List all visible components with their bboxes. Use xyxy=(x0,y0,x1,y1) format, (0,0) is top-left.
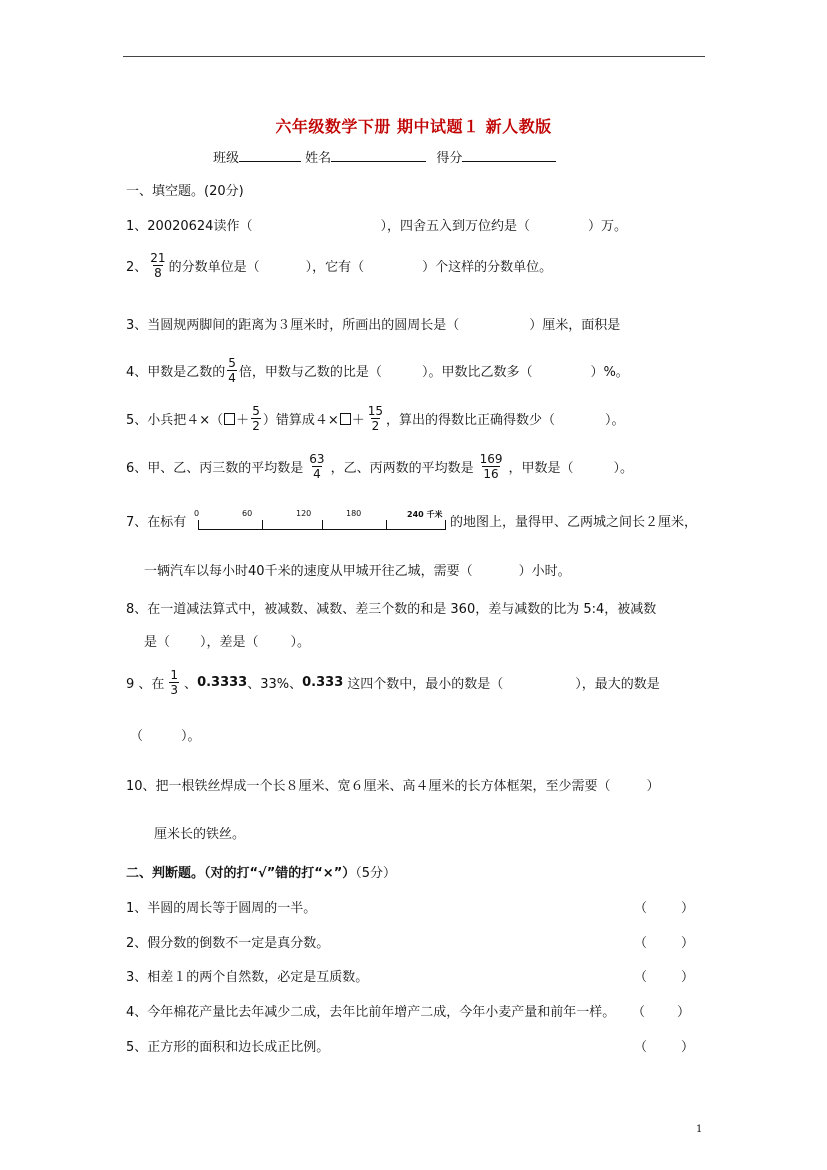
q9-prefix: 9 、在 xyxy=(126,677,165,692)
q7-speed: 40 xyxy=(248,564,265,579)
judge-answer-2[interactable]: （ ） xyxy=(634,936,695,951)
q4-text3: ）%。 xyxy=(590,365,629,380)
name-label: 姓名 xyxy=(305,151,332,166)
header-rule xyxy=(123,56,705,57)
judge-item-2: 2、假分数的倒数不一定是真分数。 xyxy=(126,936,330,951)
q6-prefix: 6、甲、乙、丙三数的平均数是 xyxy=(126,461,304,476)
question-4 xyxy=(126,356,629,385)
class-label: 班级 xyxy=(213,151,240,166)
q4-text1: 倍，甲数与乙数的比是（ xyxy=(238,365,382,380)
question-10-line2: 厘米长的铁丝。 xyxy=(154,827,246,842)
q2-prefix: 2、 xyxy=(126,260,148,275)
question-6 xyxy=(126,452,633,481)
q2-fraction: $\frac{21}{8}$ xyxy=(150,251,166,280)
question-3 xyxy=(126,314,620,333)
q5-text3: ）。 xyxy=(605,413,625,428)
q4-prefix: 4、甲数是乙数的 xyxy=(126,365,226,380)
scale-label-240: 240 千米 xyxy=(407,510,443,519)
scale-tick xyxy=(198,520,199,530)
question-9-line2: （ ）。 xyxy=(130,729,201,744)
question-1 xyxy=(126,215,627,234)
q5-text1: ）错算成４× xyxy=(262,413,339,428)
q1-prefix: 1、20020624读作（ xyxy=(126,219,253,234)
score-field[interactable] xyxy=(462,149,556,162)
q4-text2: ）。甲数比乙数多（ xyxy=(421,365,533,380)
question-8-line2: 是（ ），差是（ ）。 xyxy=(144,635,311,650)
q5-text2: ，算出的得数比正确得数少（ xyxy=(386,413,556,428)
q5-box-2 xyxy=(340,413,351,425)
q5-box-1 xyxy=(224,413,235,425)
q2-text2: ），它有（ xyxy=(305,260,365,275)
judge-answer-3[interactable]: （ ） xyxy=(634,970,695,985)
scale-tick xyxy=(322,520,323,530)
scale-label-120: 120 xyxy=(296,509,312,518)
map-scale-bar xyxy=(192,509,450,539)
judge-answer-4[interactable]: （ ） xyxy=(632,1005,691,1020)
score-label: 得分 xyxy=(436,151,463,166)
q5-prefix: 5、小兵把４×（ xyxy=(126,413,224,428)
name-field[interactable] xyxy=(331,149,426,162)
question-7-prefix: 7、在标有 xyxy=(126,515,187,530)
section1-heading: 一、填空题。(20分) xyxy=(126,184,244,199)
q5-fraction-1: $\frac{5}{2}$ xyxy=(252,404,260,433)
q1-mid: ），四舍五入到万位约是（ xyxy=(380,219,530,234)
question-8-line1: 8、在一道减法算式中，被减数、减数、差三个数的和是 360，差与减数的比为 5:4，被减数 xyxy=(126,602,657,617)
q6-text3: ）。 xyxy=(613,461,634,476)
q6-fraction-2: $\frac{169}{16}$ xyxy=(479,452,503,481)
question-9: 9 、在 $\frac{1}{3}$ 、 0.3333 、33%、 0.333 这四个数中，最小的数是（ ），最大的数是 xyxy=(126,668,660,697)
judge-answer-5[interactable]: （ ） xyxy=(634,1040,695,1055)
q6-fraction-1: $\frac{63}{4}$ xyxy=(309,452,325,481)
q6-text2: ，甲数是（ xyxy=(508,461,574,476)
question-2 xyxy=(126,251,552,280)
judge-item-4: 4、今年棉花产量比去年减少二成，去年比前年增产二成，今年小麦产量和前年一样。 xyxy=(126,1005,616,1020)
scale-label-180: 180 xyxy=(346,509,362,518)
q9-fraction: $\frac{1}{3}$ xyxy=(170,668,179,697)
q9-value-2: 0.333 xyxy=(302,675,344,690)
scale-tick xyxy=(445,520,446,530)
q1-suffix: ）万。 xyxy=(587,219,627,234)
question-7-text: 的地图上，量得甲、乙两城之间长２厘米， xyxy=(450,515,698,530)
q3-text2: ）厘米，面积是 xyxy=(529,318,621,333)
q6-text1: ，乙、丙两数的平均数是 xyxy=(330,461,474,476)
q5-fraction-2: $\frac{15}{2}$ xyxy=(367,404,384,433)
scale-tick xyxy=(386,520,387,530)
section2-heading: 二、判断题。（对的打“√”错的打“×”）（5分） xyxy=(126,866,397,881)
page-title: 六年级数学下册 期中试题１ 新人教版 xyxy=(275,117,552,136)
class-field[interactable] xyxy=(239,149,301,162)
q3-text: 3、当圆规两脚间的距离为３厘米时，所画出的圆周长是（ xyxy=(126,318,460,333)
judge-item-3: 3、相差１的两个自然数，必定是互质数。 xyxy=(126,970,369,985)
question-7-line2: 一辆汽车以每小时40千米的速度从甲城开往乙城，需要（ ）小时。 xyxy=(144,564,571,579)
judge-answer-1[interactable]: （ ） xyxy=(634,901,695,916)
scale-label-0: 0 xyxy=(194,509,200,518)
q4-fraction: $\frac{5}{4}$ xyxy=(228,356,236,385)
question-5: 5、小兵把４×（ ＋ $\frac{5}{2}$ ）错算成４× ＋ $\frac{15}{2}$ ，算出的得数比正确得数少（ ）。 xyxy=(126,404,625,433)
student-info-row xyxy=(213,147,556,166)
q2-text1: 的分数单位是（ xyxy=(168,260,260,275)
question-10-line1: 10、把一根铁丝焊成一个长８厘米、宽６厘米、高４厘米的长方体框架，至少需要（ ） xyxy=(126,779,660,794)
scale-tick xyxy=(262,520,263,530)
page-number: 1 xyxy=(696,1124,703,1135)
q2-text3: ）个这样的分数单位。 xyxy=(422,260,553,275)
judge-item-5: 5、正方形的面积和边长成正比例。 xyxy=(126,1040,330,1055)
scale-label-60: 60 xyxy=(242,509,253,518)
q9-value-1: 0.3333 xyxy=(197,675,248,690)
judge-item-1: 1、半圆的周长等于圆周的一半。 xyxy=(126,901,317,916)
